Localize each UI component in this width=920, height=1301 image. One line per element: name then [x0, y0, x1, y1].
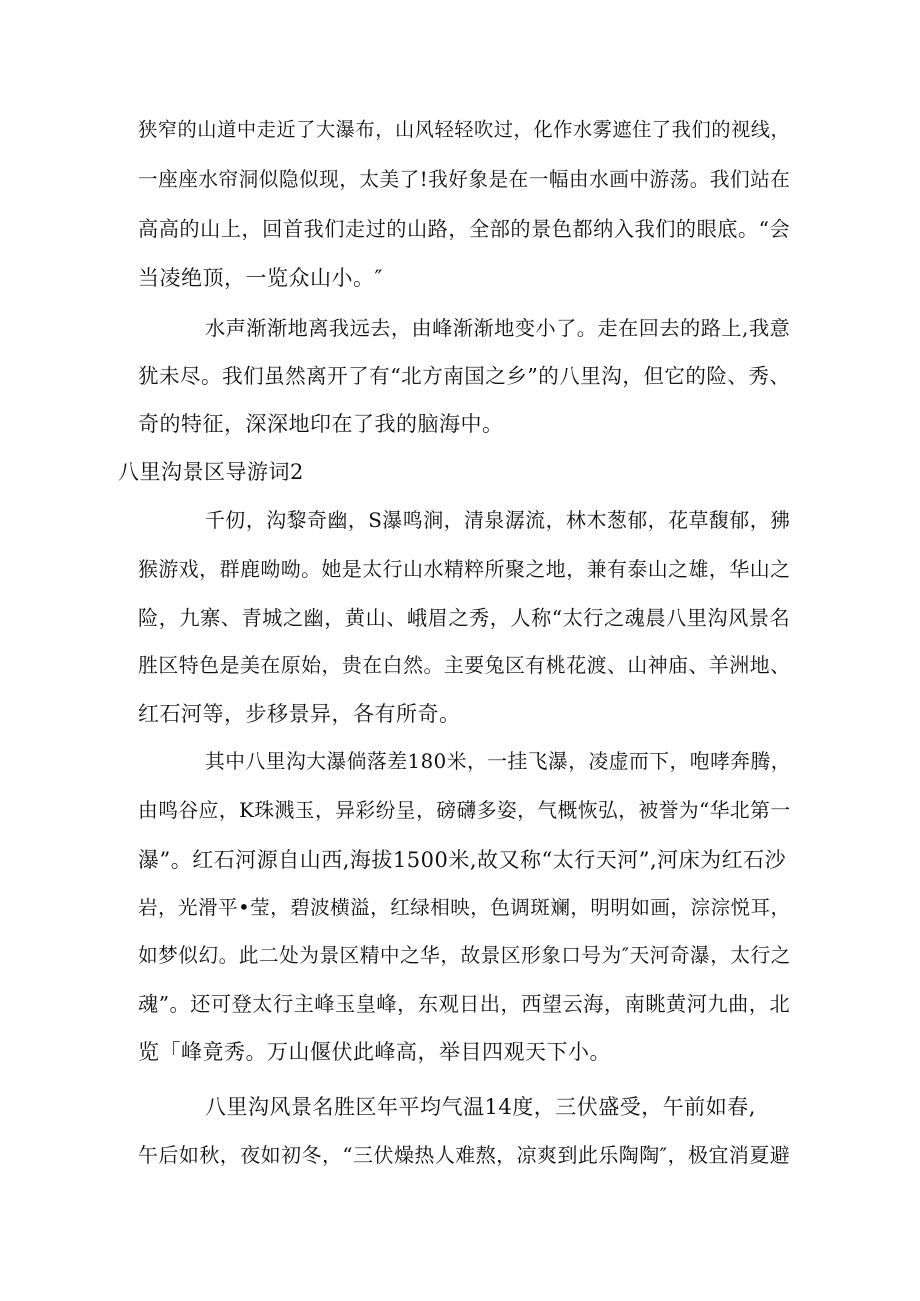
- p4-line-3: 瀑”。红石河源自山西,海拔1500米,故又称“太行天河”,河床为红石沙: [138, 848, 787, 872]
- p3-line-2: 猴游戏，群鹿呦呦。她是太行山水精粹所聚之地，兼有泰山之雄，华山之: [138, 558, 791, 581]
- p1-line-4: 当凌绝顶，一览众山小。″: [138, 266, 383, 290]
- p2-line-1: 水声渐渐地离我远去，由峰渐渐地变小了。走在回去的路上,我意: [205, 316, 791, 340]
- p4-line-4: 岩，光滑平•莹，碧波横溢，红绿相映，色调斑斓，明明如画，淙淙悦耳，: [138, 896, 791, 919]
- p4-line-7: 览「峰竟秀。万山偃伏此峰高，举目四观天下小。: [138, 1040, 611, 1064]
- p4-line-5: 如梦似幻。此二处为景区精中之华，故景区形象口号为″天河奇瀑，太行之: [138, 944, 791, 967]
- p4-line-2: 由鸣谷应，K珠溅玉，异彩纷呈，磅礴多姿，气概恢弘，被誉为“华北第一: [138, 799, 791, 822]
- section-heading: 八里沟景区导游词2: [118, 460, 304, 484]
- p3-line-3: 险，九寨、青城之幽，黄山、峨眉之秀，人称“太行之魂晨八里沟风景名: [138, 606, 791, 630]
- p3-line-5: 红石河等，步移景异，各有所奇。: [138, 702, 461, 726]
- p1-line-2: 一座座水帘洞似隐似现，太美了!我好象是在一幅由水画中游荡。我们站在: [138, 168, 791, 191]
- p3-line-4: 胜区特色是美在原始，贵在白然。主要兔区有桃花渡、山神庙、羊洲地、: [138, 654, 791, 677]
- p5-line-2: 午后如秋，夜如初冬，“三伏燥热人难熬，凉爽到此乐陶陶″，极宜消夏避: [138, 1143, 791, 1167]
- p4-line-6: 魂”。还可登太行主峰玉皇峰，东观日出，西望云海，南眺黄河九曲，北: [138, 992, 791, 1016]
- p2-line-3: 奇的特征，深深地印在了我的脑海中。: [138, 412, 504, 436]
- p2-line-2: 犹未尽。我们虽然离开了有“北方南国之乡”的八里沟，但它的险、秀、: [138, 364, 791, 388]
- p5-line-1: 八里沟风景名胜区年平均气温14度，三伏盛受，午前如春,: [205, 1095, 756, 1119]
- p4-line-1: 其中八里沟大瀑倘落差180米，一挂飞瀑，凌虚而下，咆哮奔腾，: [205, 750, 791, 773]
- p1-line-1: 狭窄的山道中走近了大瀑布，山风轻轻吹过，化作水雾遮住了我们的视线，: [138, 118, 791, 141]
- p1-line-3: 高高的山上，回首我们走过的山路，全部的景色都纳入我们的眼底。“会: [138, 217, 791, 241]
- p3-line-1: 千仞，沟黎奇幽，S瀑鸣涧，清泉潺流，林木葱郁，花草馥郁，狒: [205, 509, 791, 532]
